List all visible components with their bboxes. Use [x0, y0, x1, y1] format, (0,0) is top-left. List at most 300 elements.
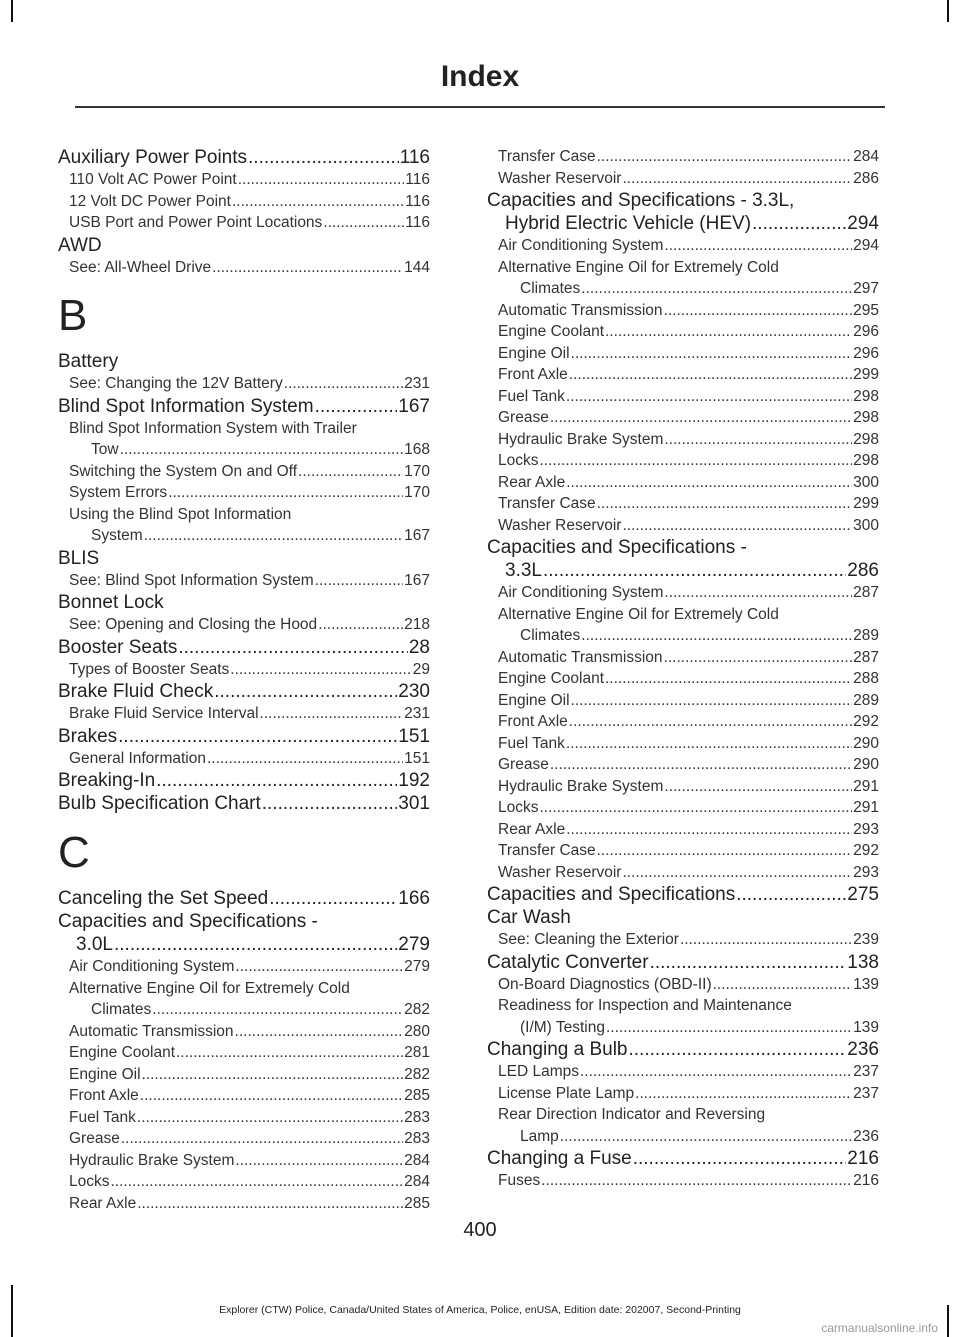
entry-page-number[interactable]: 216: [847, 1148, 879, 1169]
index-subentry[interactable]: [487, 974, 879, 996]
entry-label: Engine Coolant: [498, 323, 604, 340]
entry-page-number[interactable]: 283: [404, 1108, 430, 1126]
leader-dots: [569, 364, 852, 386]
leader-dots: [540, 797, 853, 819]
entry-page-number[interactable]: 291: [853, 799, 879, 816]
leader-dots: [581, 625, 852, 647]
entry-page-number[interactable]: 167: [404, 571, 430, 589]
index-subentry[interactable]: [487, 582, 879, 604]
index-subentry[interactable]: [487, 733, 879, 755]
entry-label: Booster Seats: [58, 636, 178, 658]
leader-dots: [214, 680, 397, 703]
entry-page-number[interactable]: 237: [853, 1084, 879, 1102]
entry-label: AWD: [58, 234, 102, 256]
index-subentry[interactable]: [487, 797, 879, 819]
entry-page-number[interactable]: 166: [398, 888, 430, 909]
entry-page-number[interactable]: 287: [853, 648, 879, 666]
entry-label-continued: Climates: [520, 280, 581, 297]
entry-page-number[interactable]: 300: [853, 516, 879, 534]
index-subentry[interactable]: [58, 1193, 430, 1215]
entry-label: Brake Fluid Check: [58, 681, 214, 702]
leader-dots: [114, 933, 397, 956]
entry-page-number[interactable]: 116: [405, 171, 430, 188]
entry-label: Hydraulic Brake System: [69, 1151, 235, 1169]
index-entry[interactable]: [58, 792, 430, 815]
leader-dots: [323, 212, 404, 234]
entry-label: Rear Axle: [498, 820, 566, 838]
index-entry[interactable]: [487, 951, 879, 974]
entry-label: Switching the System On and Off: [69, 462, 298, 480]
entry-page-number[interactable]: 192: [398, 770, 430, 791]
entry-label: Front Axle: [498, 713, 568, 730]
entry-page-number[interactable]: 290: [853, 756, 879, 773]
index-subentry[interactable]: [58, 748, 430, 770]
entry-label: Engine Oil: [498, 691, 570, 709]
entry-label-continued: 3.3L: [505, 560, 542, 581]
entry-label-continued: Lamp: [520, 1127, 559, 1145]
edition-footer: Explorer (CTW) Police, Canada/United States of America, Police, enUSA, Edition date: 202007, Second-Printing: [219, 1304, 741, 1316]
entry-page-number[interactable]: 167: [404, 527, 430, 544]
entry-page-number[interactable]: 299: [853, 495, 879, 512]
leader-dots: [315, 570, 403, 592]
entry-page-number[interactable]: 275: [847, 884, 879, 905]
leader-dots: [137, 1193, 403, 1215]
leader-dots: [315, 395, 398, 418]
leader-dots: [622, 168, 852, 190]
entry-page-number[interactable]: 286: [853, 169, 879, 187]
entry-page-number[interactable]: 281: [404, 1044, 430, 1061]
entry-label: Fuel Tank: [498, 387, 565, 405]
index-subentry[interactable]: [487, 321, 879, 343]
crop-mark-top-left: [11, 0, 13, 22]
leader-dots: [580, 1061, 852, 1083]
index-entry[interactable]: [58, 887, 430, 910]
index-subentry[interactable]: [58, 703, 430, 725]
index-subentry[interactable]: [487, 819, 879, 841]
entry-label: Using the Blind Spot Information: [69, 505, 292, 523]
entry-page-number[interactable]: 231: [404, 375, 430, 392]
index-subentry[interactable]: [58, 1064, 430, 1086]
entry-page-number[interactable]: 280: [404, 1022, 430, 1040]
leader-dots: [262, 792, 398, 815]
leader-dots: [566, 472, 852, 494]
entry-label: Breaking-In: [58, 770, 156, 791]
leader-dots: [152, 999, 403, 1021]
entry-label: Car Wash: [487, 907, 571, 928]
entry-page-number[interactable]: 236: [853, 1127, 879, 1145]
leader-dots: [144, 525, 403, 547]
leader-dots: [541, 1170, 852, 1192]
entry-label: Bulb Specification Chart: [58, 793, 261, 814]
leader-dots: [736, 883, 846, 906]
entry-page-number[interactable]: 291: [853, 777, 879, 795]
entry-page-number[interactable]: 294: [847, 213, 879, 234]
index-subentry[interactable]: [58, 659, 430, 681]
leader-dots: [597, 146, 853, 168]
entry-label: Front Axle: [69, 1087, 139, 1104]
entry-label: Fuel Tank: [69, 1108, 136, 1126]
leader-dots: [137, 1107, 403, 1129]
index-entry[interactable]: [58, 910, 430, 956]
leader-dots: [540, 450, 853, 472]
entry-label: System Errors: [69, 484, 168, 501]
leader-dots: [560, 1126, 852, 1148]
leader-dots: [269, 887, 397, 910]
index-subentry[interactable]: [58, 570, 430, 592]
index-entry[interactable]: [487, 536, 879, 582]
entry-page-number[interactable]: 296: [853, 323, 879, 340]
section-letter-b: B: [58, 291, 88, 340]
leader-dots: [581, 278, 852, 300]
leader-dots: [212, 257, 403, 279]
index-entry: [58, 234, 430, 257]
leader-dots: [142, 1064, 404, 1086]
leader-dots: [633, 1147, 847, 1170]
index-subentry[interactable]: [58, 482, 430, 504]
entry-page-number[interactable]: 216: [853, 1172, 879, 1189]
entry-page-number[interactable]: 282: [404, 1001, 430, 1018]
leader-dots: [664, 776, 852, 798]
entry-label: Alternative Engine Oil for Extremely Cold: [69, 979, 350, 997]
entry-page-number[interactable]: 144: [404, 258, 430, 276]
entry-page-number[interactable]: 292: [853, 713, 879, 730]
index-entry[interactable]: [487, 189, 879, 235]
index-entry: [58, 547, 430, 570]
leader-dots: [597, 840, 853, 862]
entry-label: Washer Reservoir: [498, 169, 622, 187]
leader-dots: [235, 956, 403, 978]
index-subentry[interactable]: [487, 257, 879, 300]
index-subentry[interactable]: [487, 754, 879, 776]
leader-dots: [156, 769, 397, 792]
entry-page-number[interactable]: 236: [847, 1039, 879, 1060]
leader-dots: [230, 659, 411, 681]
entry-label: Capacities and Specifications - 3.3L,: [487, 190, 795, 211]
entry-label: 110 Volt AC Power Point: [69, 171, 237, 188]
index-subentry[interactable]: [58, 614, 430, 636]
entry-page-number[interactable]: 286: [847, 560, 879, 581]
entry-label: Air Conditioning System: [69, 958, 235, 975]
entry-page-number[interactable]: 285: [404, 1194, 430, 1212]
index-subentry[interactable]: [58, 1021, 430, 1043]
entry-page-number[interactable]: 295: [853, 301, 879, 319]
leader-dots: [650, 951, 847, 974]
leader-dots: [680, 929, 852, 951]
entry-page-number[interactable]: 170: [404, 484, 430, 501]
entry-page-number[interactable]: 151: [404, 749, 430, 767]
leader-dots: [752, 212, 846, 235]
index-entry[interactable]: [487, 1038, 879, 1061]
entry-page-number[interactable]: 293: [853, 863, 879, 881]
entry-label: See: Opening and Closing the Hood: [69, 616, 318, 633]
index-subentry[interactable]: [487, 343, 879, 365]
entry-label: Transfer Case: [498, 842, 596, 859]
index-subentry[interactable]: [58, 461, 430, 483]
leader-dots: [298, 461, 403, 483]
leader-dots: [569, 711, 852, 733]
index-entry: [487, 906, 879, 929]
index-entry[interactable]: [487, 1147, 879, 1170]
index-subentry[interactable]: [58, 418, 430, 461]
leader-dots: [629, 1038, 847, 1061]
entry-page-number[interactable]: 116: [405, 214, 430, 231]
leader-dots: [664, 235, 852, 257]
index-subentry[interactable]: [487, 515, 879, 537]
index-entry[interactable]: [58, 725, 430, 748]
entry-label: Washer Reservoir: [498, 516, 622, 534]
entry-label: Canceling the Set Speed: [58, 888, 269, 909]
leader-dots: [178, 636, 408, 659]
leader-dots: [238, 169, 405, 191]
index-subentry[interactable]: [58, 191, 430, 213]
leader-dots: [566, 819, 852, 841]
entry-label: See: Blind Spot Information System: [69, 571, 314, 589]
entry-label: See: All-Wheel Drive: [69, 258, 212, 276]
index-subentry[interactable]: [487, 168, 879, 190]
leader-dots: [550, 754, 852, 776]
entry-label: Blind Spot Information System with Trailer: [69, 419, 357, 437]
index-subentry[interactable]: [487, 776, 879, 798]
entry-label: License Plate Lamp: [498, 1084, 635, 1102]
entry-label: Battery: [58, 351, 119, 372]
index-subentry[interactable]: [487, 995, 879, 1038]
index-subentry[interactable]: [58, 956, 430, 978]
index-subentry[interactable]: [58, 257, 430, 279]
entry-page-number[interactable]: 284: [853, 148, 879, 165]
entry-label: Readiness for Inspection and Maintenance: [498, 997, 792, 1014]
entry-label-continued: (I/M) Testing: [520, 1018, 605, 1036]
entry-page-number[interactable]: 298: [853, 387, 879, 405]
entry-page-number[interactable]: 170: [404, 462, 430, 480]
entry-page-number[interactable]: 279: [398, 934, 430, 955]
leader-dots: [235, 1021, 404, 1043]
entry-page-number[interactable]: 237: [853, 1063, 879, 1080]
entry-label: Changing a Fuse: [487, 1148, 632, 1169]
index-subentry[interactable]: [487, 840, 879, 862]
entry-label: Front Axle: [498, 366, 568, 383]
entry-page-number[interactable]: 285: [404, 1087, 430, 1104]
entry-label-continued: System: [91, 527, 143, 544]
leader-dots: [318, 614, 403, 636]
index-subentry[interactable]: [487, 300, 879, 322]
entry-page-number[interactable]: 279: [404, 958, 430, 975]
entry-label: Rear Direction Indicator and Reversing: [498, 1106, 766, 1123]
index-subentry[interactable]: [58, 373, 430, 395]
entry-label: Grease: [498, 409, 549, 426]
entry-label: Grease: [69, 1130, 120, 1147]
index-subentry[interactable]: [58, 1150, 430, 1172]
entry-page-number[interactable]: 282: [404, 1065, 430, 1083]
entry-page-number[interactable]: 167: [398, 395, 430, 417]
index-subentry[interactable]: [487, 364, 879, 386]
entry-label: Hydraulic Brake System: [498, 430, 664, 448]
entry-label: Automatic Transmission: [69, 1022, 234, 1040]
entry-page-number[interactable]: 290: [853, 734, 879, 752]
entry-page-number[interactable]: 139: [853, 975, 879, 993]
index-subentry[interactable]: [487, 604, 879, 647]
entry-label: Capacities and Specifications -: [58, 911, 318, 932]
entry-page-number[interactable]: 139: [853, 1018, 879, 1036]
entry-page-number[interactable]: 239: [853, 931, 879, 948]
entry-label-continued: Climates: [91, 1001, 152, 1018]
index-subentry[interactable]: [58, 1042, 430, 1064]
leader-dots: [248, 146, 399, 169]
entry-label: Washer Reservoir: [498, 863, 622, 881]
entry-page-number[interactable]: 116: [405, 192, 430, 210]
entry-page-number[interactable]: 288: [853, 670, 879, 687]
entry-label: Air Conditioning System: [498, 584, 664, 601]
entry-page-number[interactable]: 168: [404, 441, 430, 458]
entry-page-number[interactable]: 230: [398, 681, 430, 702]
entry-page-number[interactable]: 138: [847, 951, 879, 973]
entry-label: Hydraulic Brake System: [498, 777, 664, 795]
index-subentry[interactable]: [487, 450, 879, 472]
page-number: 400: [463, 1219, 497, 1241]
entry-page-number[interactable]: 231: [404, 705, 430, 722]
leader-dots: [168, 482, 403, 504]
entry-page-number[interactable]: 283: [404, 1130, 430, 1147]
leader-dots: [118, 725, 397, 748]
entry-label: General Information: [69, 749, 206, 767]
entry-page-number[interactable]: 116: [399, 147, 430, 168]
leader-dots: [664, 429, 852, 451]
index-subentry[interactable]: [487, 472, 879, 494]
entry-page-number[interactable]: 297: [853, 280, 879, 297]
entry-label: BLIS: [58, 547, 100, 569]
index-subentry[interactable]: [58, 504, 430, 547]
index-subentry[interactable]: [487, 668, 879, 690]
index-subentry[interactable]: [58, 212, 430, 234]
index-entry: [58, 350, 430, 373]
entry-page-number[interactable]: 298: [853, 430, 879, 448]
entry-label-continued: Tow: [91, 441, 119, 458]
entry-page-number[interactable]: 294: [853, 237, 879, 254]
entry-page-number[interactable]: 218: [404, 616, 430, 633]
leader-dots: [566, 386, 852, 408]
entry-page-number[interactable]: 284: [404, 1151, 430, 1169]
entry-label: Brake Fluid Service Interval: [69, 705, 259, 722]
entry-label: Alternative Engine Oil for Extremely Cold: [498, 605, 779, 623]
entry-page-number[interactable]: 29: [412, 660, 430, 678]
leader-dots: [597, 493, 853, 515]
leader-dots: [260, 703, 404, 725]
entry-label: Automatic Transmission: [498, 301, 663, 319]
index-subentry[interactable]: [487, 146, 879, 168]
entry-label: Types of Booster Seats: [69, 660, 230, 678]
entry-label: 12 Volt DC Power Point: [69, 192, 231, 210]
entry-page-number[interactable]: 300: [853, 473, 879, 491]
index-subentry[interactable]: [58, 1107, 430, 1129]
index-subentry[interactable]: [58, 1085, 430, 1107]
entry-page-number[interactable]: 301: [398, 793, 430, 814]
index-subentry[interactable]: [487, 1083, 879, 1105]
entry-label: Automatic Transmission: [498, 648, 663, 666]
index-subentry[interactable]: [487, 690, 879, 712]
leader-dots: [176, 1042, 403, 1064]
index-subentry[interactable]: [487, 1061, 879, 1083]
index-subentry[interactable]: [58, 1128, 430, 1150]
leader-dots: [284, 373, 403, 395]
index-entry[interactable]: [58, 146, 430, 169]
entry-label: Locks: [69, 1173, 110, 1190]
index-subentry[interactable]: [58, 978, 430, 1021]
leader-dots: [140, 1085, 403, 1107]
entry-label-continued: 3.0L: [76, 934, 113, 955]
entry-page-number[interactable]: 289: [853, 691, 879, 709]
entry-page-number[interactable]: 289: [853, 627, 879, 644]
leader-dots: [550, 407, 852, 429]
entry-label: Engine Coolant: [498, 670, 604, 687]
leader-dots: [664, 647, 853, 669]
entry-page-number[interactable]: 284: [404, 1173, 430, 1190]
leader-dots: [232, 191, 404, 213]
index-subentry[interactable]: [487, 429, 879, 451]
page-title: Index: [440, 60, 520, 93]
section-letter-c: C: [58, 828, 90, 877]
entry-page-number[interactable]: 293: [853, 820, 879, 838]
entry-label: See: Changing the 12V Battery: [69, 375, 283, 392]
entry-page-number[interactable]: 151: [398, 725, 430, 747]
index-subentry[interactable]: [487, 493, 879, 515]
entry-page-number[interactable]: 28: [408, 636, 430, 658]
entry-label: Brakes: [58, 725, 118, 747]
leader-dots: [605, 321, 852, 343]
index-subentry[interactable]: [487, 235, 879, 257]
entry-page-number[interactable]: 296: [853, 344, 879, 362]
entry-page-number[interactable]: 299: [853, 366, 879, 383]
index-subentry[interactable]: [487, 647, 879, 669]
entry-label: Rear Axle: [498, 473, 566, 491]
index-entry[interactable]: [58, 395, 430, 418]
entry-label: Air Conditioning System: [498, 237, 664, 254]
index-subentry[interactable]: [487, 862, 879, 884]
index-subentry[interactable]: [487, 407, 879, 429]
entry-page-number[interactable]: 298: [853, 452, 879, 469]
index-subentry[interactable]: [487, 1170, 879, 1192]
entry-label: Transfer Case: [498, 148, 596, 165]
index-entry[interactable]: [58, 636, 430, 659]
watermark: carmanualsonline.info: [821, 1321, 938, 1335]
entry-label: Blind Spot Information System: [58, 395, 314, 417]
entry-label: Capacities and Specifications -: [487, 537, 747, 558]
index-subentry[interactable]: [58, 1171, 430, 1193]
index-subentry[interactable]: [58, 169, 430, 191]
entry-label-continued: Climates: [520, 627, 581, 644]
entry-page-number[interactable]: 292: [853, 842, 879, 859]
leader-dots: [235, 1150, 403, 1172]
leader-dots: [571, 343, 853, 365]
entry-page-number[interactable]: 298: [853, 409, 879, 426]
entry-label: On-Board Diagnostics (OBD-II): [498, 975, 712, 993]
index-entry[interactable]: [58, 680, 430, 703]
index-column-right: [487, 146, 879, 1192]
leader-dots: [622, 515, 852, 537]
entry-page-number[interactable]: 287: [853, 584, 879, 601]
index-subentry[interactable]: [487, 1104, 879, 1147]
entry-label: Catalytic Converter: [487, 951, 649, 973]
entry-label: Locks: [498, 799, 539, 816]
index-column-left: [58, 146, 430, 1214]
index-entry[interactable]: [487, 883, 879, 906]
entry-label: Rear Axle: [69, 1194, 137, 1212]
entry-label: Transfer Case: [498, 495, 596, 512]
index-entry[interactable]: [58, 769, 430, 792]
index-subentry[interactable]: [487, 711, 879, 733]
entry-label: LED Lamps: [498, 1063, 579, 1080]
index-subentry[interactable]: [487, 386, 879, 408]
index-subentry[interactable]: [487, 929, 879, 951]
leader-dots: [571, 690, 853, 712]
